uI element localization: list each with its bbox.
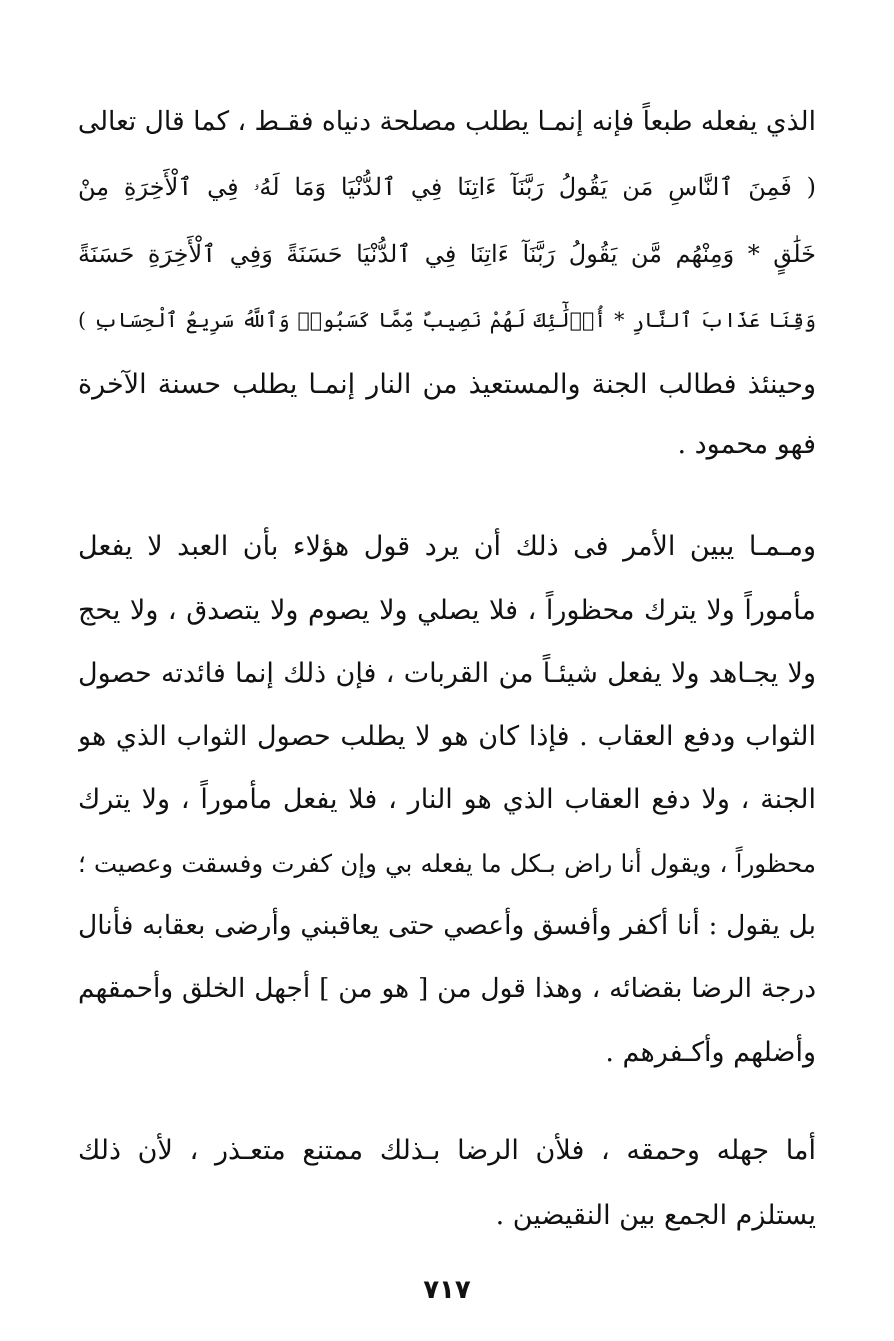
text-line: الجنة ، ولا دفع العقاب الذي هو النار ، فلا يفعل مأموراً ، ولا يترك — [78, 784, 816, 815]
text-line: وحينئذ فطالب الجنة والمستعيذ من النار إنمـا يطلب حسنة الآخرة — [78, 369, 816, 400]
text-line: فهو محمود . — [677, 429, 816, 460]
text-line: ولا يجـاهد ولا يفعل شيئـاً من القربات ، فإن ذلك إنما فائدته حصول — [78, 658, 816, 689]
text-line: درجة الرضا بقضائه ، وهذا قول من [ هو من ] أجهل الخلق وأحمقهم — [78, 973, 816, 1004]
text-line: محظوراً ، ويقول أنا راض بـكل ما يفعله بي وإن كفرت وفسقت وعصيت ؛ — [78, 849, 816, 878]
quran-verse-line: وَقِنَا عَذَابَ ٱلنَّارِ * أُو۟لَٰٓئِكَ لَهُمْ نَصِيبٌ مِّمَّا كَسَبُوا۟ وَٱللَّهُ سَرِيعُ ٱلْحِسَابِ ) — [78, 308, 816, 332]
text-line: أما جهله وحمقه ، فلأن الرضا بـذلك ممتنع متعـذر ، لأن ذلك — [78, 1135, 816, 1166]
text-line: بل يقول : أنا أكفر وأفسق وأعصي حتى يعاقبني وأرضى بعقابه فأنال — [78, 910, 816, 941]
quran-verse-line: ( فَمِنَ ٱلنَّاسِ مَن يَقُولُ رَبَّنَآ ءَاتِنَا فِي ٱلدُّنْيَا وَمَا لَهُۥ فِي ٱلْأَخِرَةِ مِنْ — [78, 173, 816, 201]
text-line: ومـمـا يبين الأمر فى ذلك أن يرد قول هؤلاء بأن العبد لا يفعل — [78, 531, 816, 562]
page-number: ٧١٧ — [423, 1275, 471, 1305]
text-line: الذي يفعله طبعاً فإنه إنمـا يطلب مصلحة دنياه فقـط ، كما قال تعالى — [78, 106, 816, 137]
text-line: وأضلهم وأكـفرهم . — [605, 1037, 816, 1068]
quran-verse-line: خَلَٰقٍ * وَمِنْهُم مَّن يَقُولُ رَبَّنَآ ءَاتِنَا فِي ٱلدُّنْيَا حَسَنَةً وَفِي ٱلْأَخِرَةِ حَسَنَةً — [78, 240, 816, 268]
text-line: مأموراً ولا يترك محظوراً ، فلا يصلي ولا يصوم ولا يتصدق ، ولا يحج — [78, 595, 816, 626]
text-line: الثواب ودفع العقاب . فإذا كان هو لا يطلب حصول الثواب الذي هو — [78, 721, 816, 752]
text-line: يستلزم الجمع بين النقيضين . — [495, 1200, 816, 1231]
